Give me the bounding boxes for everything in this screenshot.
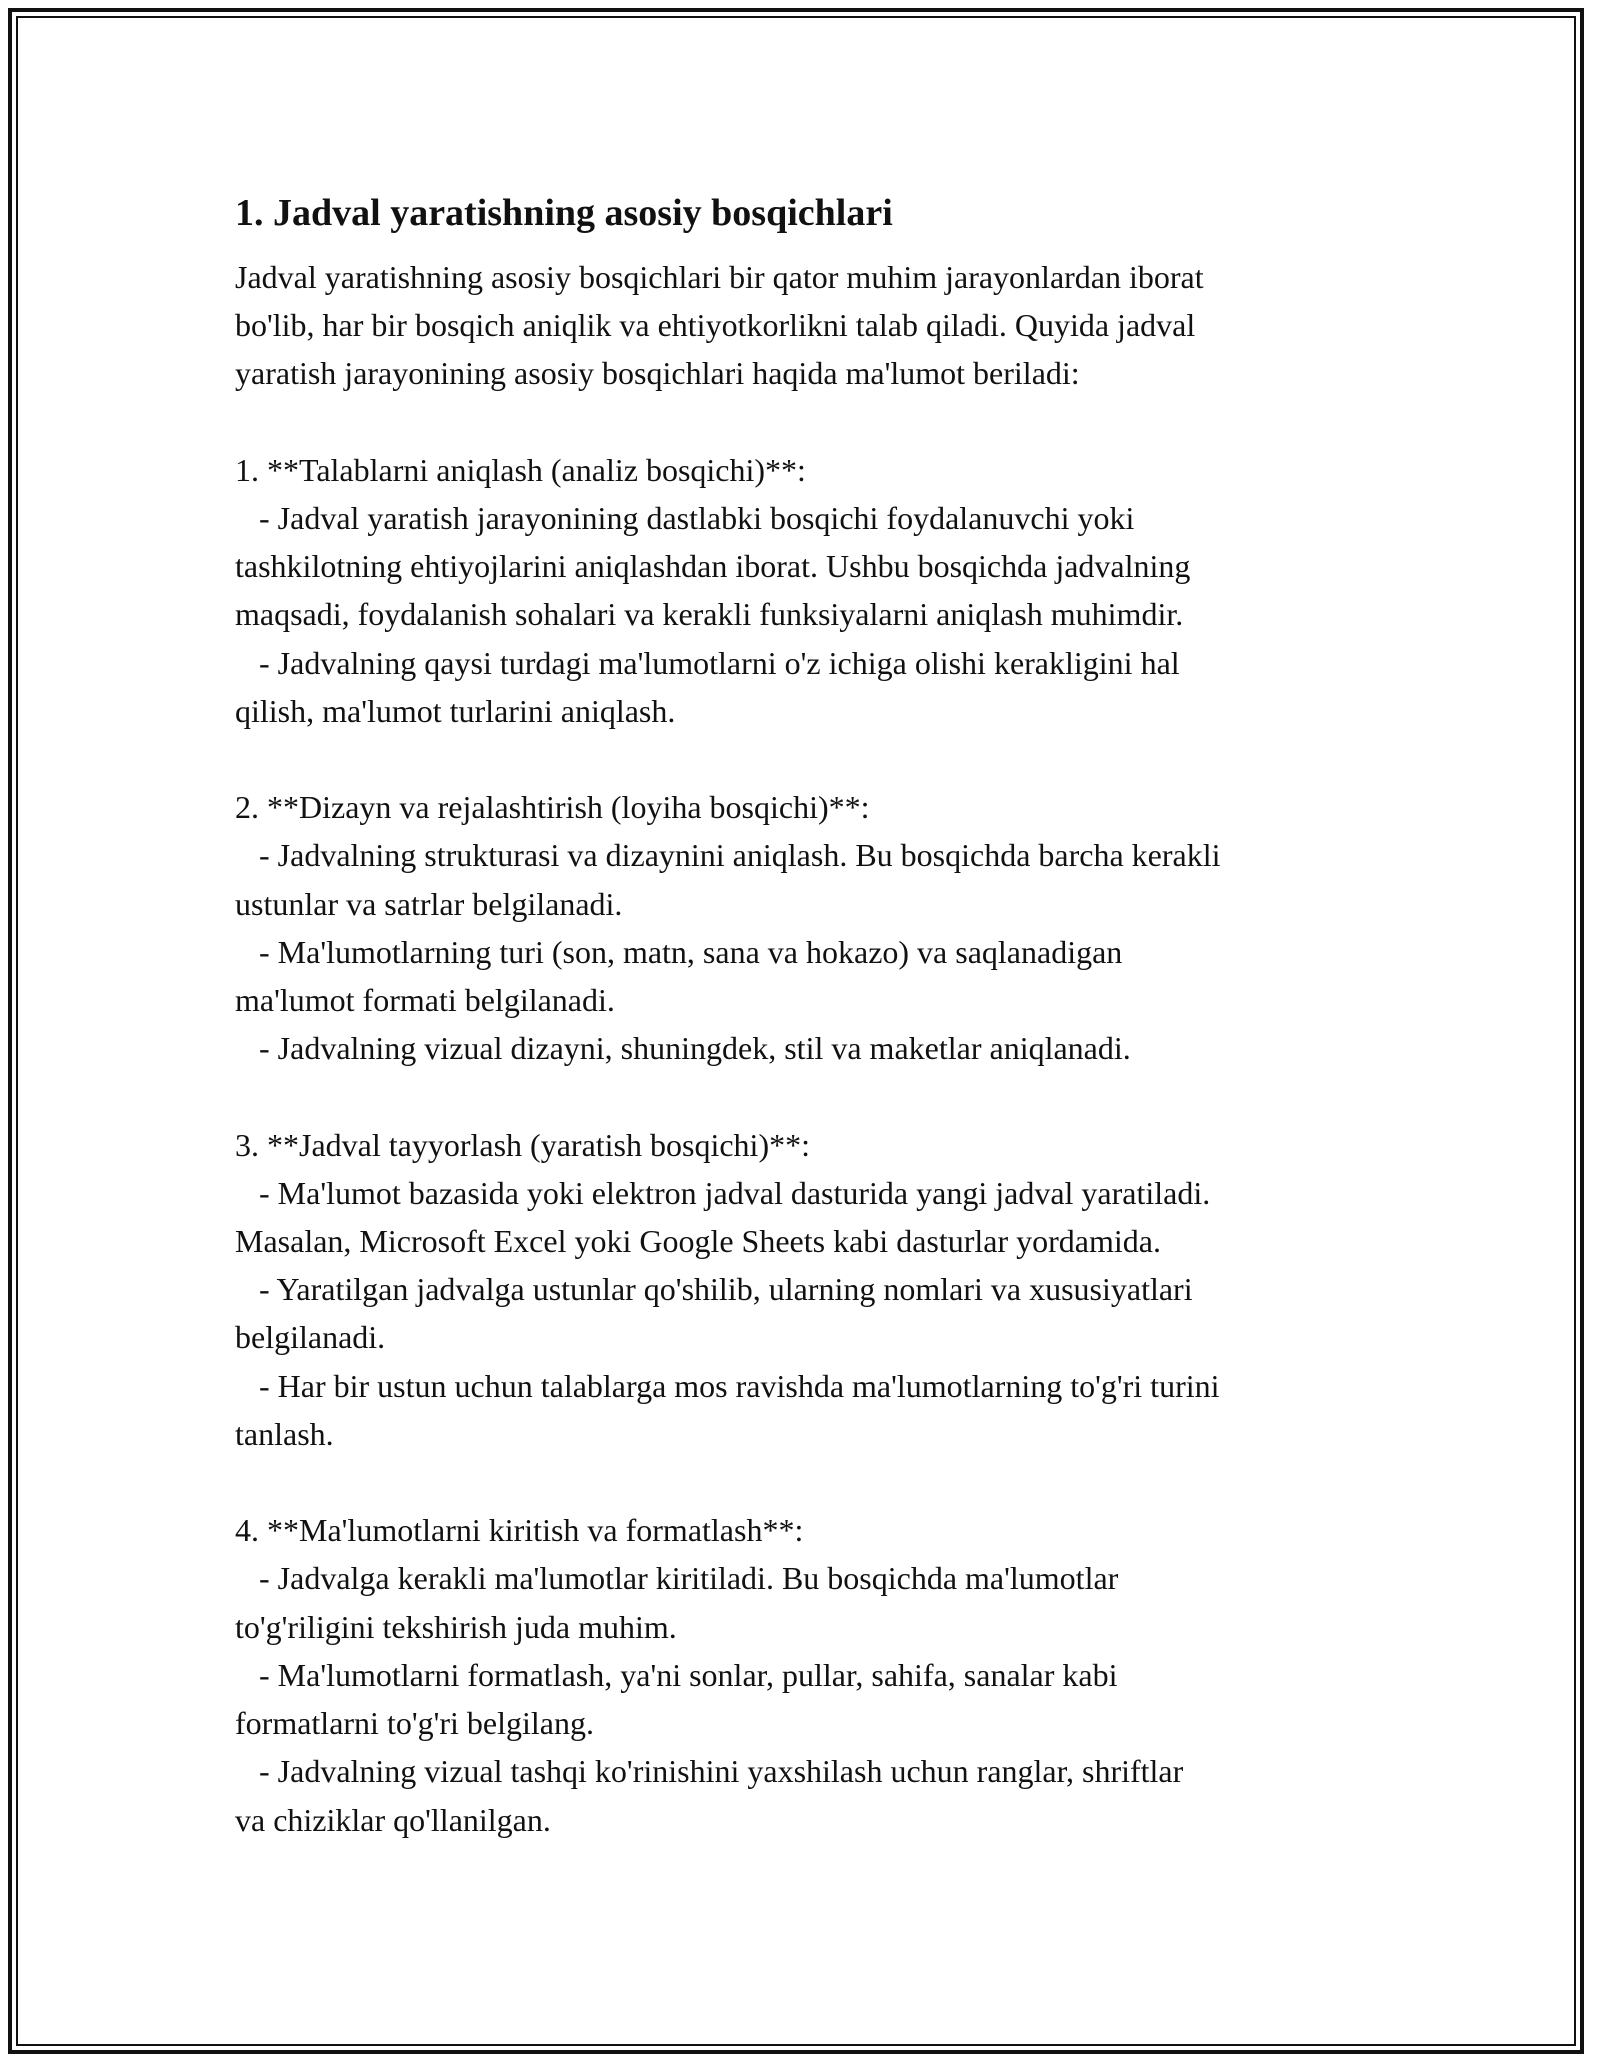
document-body	[235, 185, 1365, 1844]
section-2-item-3: - Jadvalning vizual dizayni, shuningdek, stil va maketlar aniqlanadi.	[235, 1030, 1131, 1067]
section-4-item-3: - Jadvalning vizual tashqi ko'rinishini yaxshilash uchun ranglar, shriftlar va chiziklar qo'llanilgan.	[235, 1753, 1184, 1838]
section-4-item-1: - Jadvalga kerakli ma'lumotlar kiritiladi. Bu bosqichda ma'lumotlar to'g'riligini tekshirish juda muhim.	[235, 1560, 1119, 1645]
section-3-item-2: - Yaratilgan jadvalga ustunlar qo'shilib, ularning nomlari va xususiyatlari belgilanadi.	[235, 1271, 1193, 1356]
section-1-heading: 1. **Talablarni aniqlash (analiz bosqichi)**:	[235, 451, 806, 488]
section-3-item-1: - Ma'lumot bazasida yoki elektron jadval dasturida yangi jadval yaratiladi. Masalan, Microsoft Excel yoki Google Sheets kabi dasturlar yordamida.	[235, 1174, 1211, 1260]
section-2-item-1: - Jadvalning strukturasi va dizaynini aniqlash. Bu bosqichda barcha kerakli ustunlar va satrlar belgilanadi.	[235, 837, 1221, 922]
intro-paragraph: Jadval yaratishning asosiy bosqichlari bir qator muhim jarayonlardan iborat bo'lib, har bir bosqich aniqlik va ehtiyotkorlikni talab qiladi. Quyida jadval yaratish jarayonining asosiy bosqichlari haqida ma'lumot beriladi:	[235, 259, 1204, 392]
section-1-item-2: - Jadvalning qaysi turdagi ma'lumotlarni o'z ichiga olishi kerakligini hal qilish, ma'lumot turlarini aniqlash.	[235, 644, 1180, 729]
section-2-heading: 2. **Dizayn va rejalashtirish (loyiha bosqichi)**:	[235, 789, 870, 826]
document-text	[235, 253, 1365, 1844]
section-2-item-2: - Ma'lumotlarning turi (son, matn, sana va hokazo) va saqlanadigan ma'lumot formati belgilanadi.	[235, 933, 1123, 1019]
section-4-item-2: - Ma'lumotlarni formatlash, ya'ni sonlar, pullar, sahifa, sanalar kabi formatlarni to'g'ri belgilang.	[235, 1656, 1118, 1742]
document-title: 1. Jadval yaratishning asosiy bosqichlari	[235, 192, 893, 234]
section-4-heading: 4. **Ma'lumotlarni kiritish va formatlash**:	[235, 1512, 804, 1549]
section-3-heading: 3. **Jadval tayyorlash (yaratish bosqichi)**:	[235, 1126, 810, 1163]
section-1-item-1: - Jadval yaratish jarayonining dastlabki bosqichi foydalanuvchi yoki tashkilotning ehtiyojlarini aniqlashdan iborat. Ushbu bosqichda jadvalning maqsadi, foydalanish sohalari va kerakli funksiyalarni aniqlash muhimdir.	[235, 500, 1191, 633]
section-3-item-3: - Har bir ustun uchun talablarga mos ravishda ma'lumotlarning to'g'ri turini tanlash.	[235, 1367, 1220, 1452]
